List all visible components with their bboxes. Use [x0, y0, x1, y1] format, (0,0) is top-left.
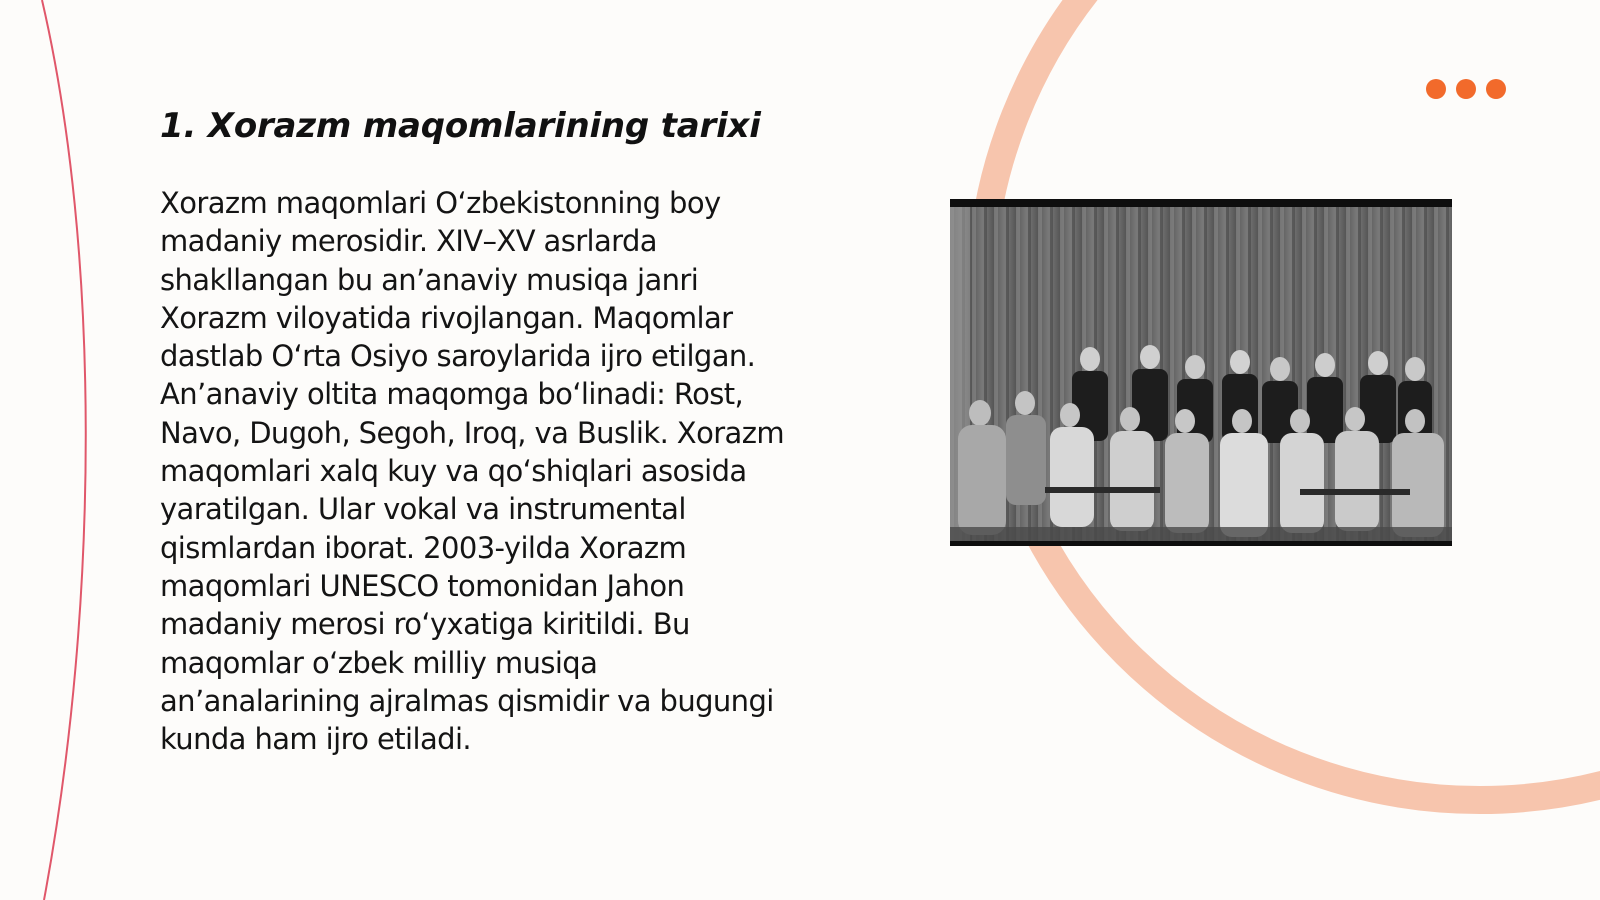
body-line: Navo, Dugoh, Segoh, Iroq, va Buslik. Xorazm	[160, 415, 784, 450]
body-line: an’analarining ajralmas qismidir va bugungi	[160, 683, 774, 718]
group-photo	[950, 199, 1452, 546]
body-line: Xorazm maqomlari O‘zbekistonning boy	[160, 186, 721, 220]
body-line: maqomlari UNESCO tomonidan Jahon	[160, 568, 685, 603]
body-line: madaniy merosi ro‘yxatiga kiritildi. Bu	[160, 607, 690, 642]
dot-2	[1456, 79, 1476, 99]
body-line: shakllangan bu an’anaviy musiqa janri	[160, 262, 699, 297]
body-line: maqomlar o‘zbek milliy musiqa	[160, 645, 598, 680]
left-curve-line	[42, 0, 86, 900]
body-line: An’anaviy oltita maqomga bo‘linadi: Rost,	[160, 377, 744, 412]
slide-title: 1. Xorazm maqomlarining tarixi	[160, 106, 761, 146]
body-line: kunda ham ijro etiladi.	[160, 722, 472, 757]
more-dots-icon[interactable]	[1426, 79, 1506, 99]
dot-1	[1426, 79, 1446, 99]
slide-body-text	[160, 184, 830, 758]
body-line: qismlardan iborat. 2003-yilda Xorazm	[160, 530, 687, 565]
table-right	[1300, 489, 1410, 495]
body-line: madaniy merosidir. XIV–XV asrlarda	[160, 224, 657, 259]
body-line: dastlab O‘rta Osiyo saroylarida ijro etilgan.	[160, 339, 756, 374]
group-photo-illustration	[950, 207, 1452, 541]
dot-3	[1486, 79, 1506, 99]
table-left	[1045, 487, 1160, 493]
body-line: yaratilgan. Ular vokal va instrumental	[160, 492, 686, 527]
body-line: maqomlari xalq kuy va qo‘shiqlari asosida	[160, 454, 747, 489]
body-line: Xorazm viloyatida rivojlangan. Maqomlar	[160, 300, 733, 335]
